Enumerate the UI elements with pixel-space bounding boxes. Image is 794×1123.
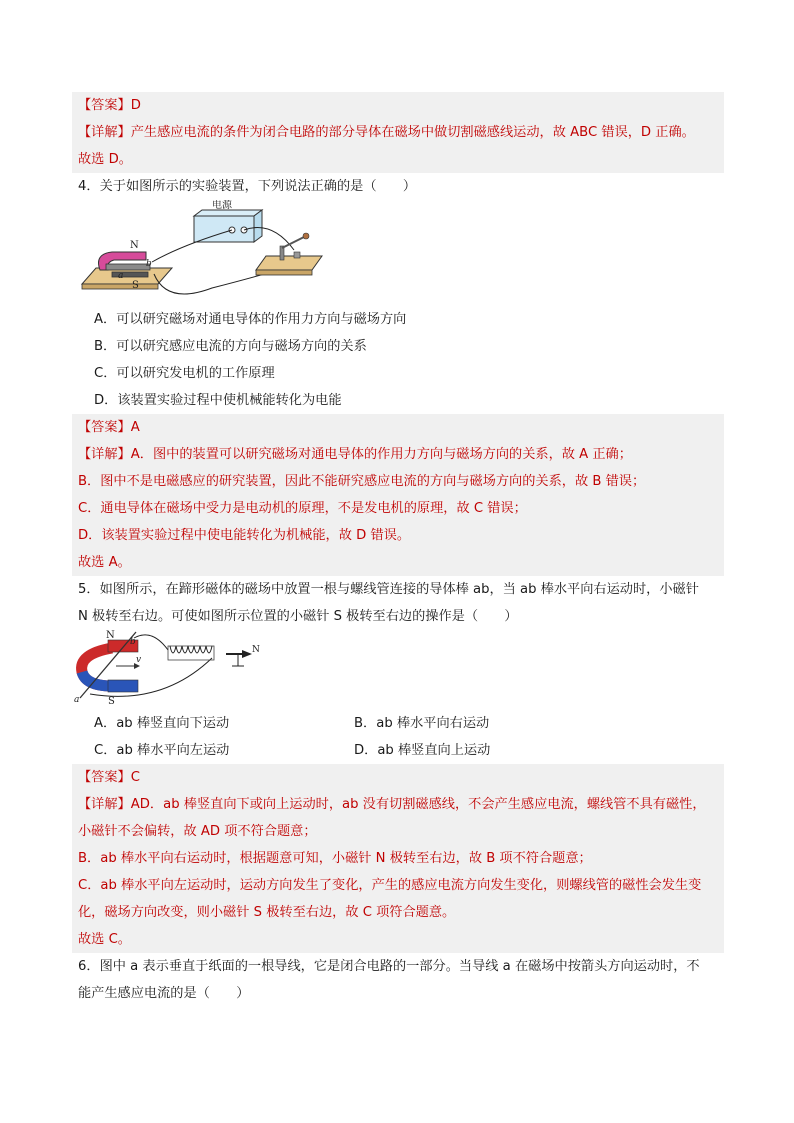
detail-line: B．ab 棒水平向右运动时，根据题意可知，小磁针 N 极转至右边，故 B 项不符合题意； (78, 851, 592, 866)
q5-figure (72, 630, 724, 706)
detail-line: 故选 C。 (78, 932, 131, 947)
q4-option-a: A．可以研究磁场对通电导体的作用力方向与磁场方向 (94, 312, 407, 327)
detail-line: D．该装置实验过程中使电能转化为机械能，故 D 错误。 (78, 528, 411, 543)
detail-line: C．通电导体在磁场中受力是电动机的原理，不是发电机的原理，故 C 错误； (78, 501, 527, 516)
rod-b-label: b (130, 637, 136, 647)
magnet-s-label: S (108, 696, 115, 706)
q4-option-b: B．可以研究感应电流的方向与磁场方向的关系 (94, 339, 367, 354)
answer-block-q3 (72, 92, 724, 173)
q4-apparatus-illustration (72, 200, 332, 300)
detail-line: 故选 D。 (78, 152, 132, 167)
rod-a-label: a (118, 271, 124, 281)
q4-option-c: C．可以研究发电机的工作原理 (94, 366, 275, 381)
answer-label: 【答案】C (78, 770, 140, 785)
detail-line: 【详解】AD．ab 棒竖直向下或向上运动时，ab 没有切割磁感线，不会产生感应电流，螺线管不具有磁性， (78, 797, 706, 812)
question-5-stem-line-1: 5．如图所示，在蹄形磁体的磁场中放置一根与螺线管连接的导体棒 ab，当 ab 棒水平向右运动时，小磁针 (78, 582, 699, 597)
page (72, 92, 724, 1007)
magnet-n-label: N (106, 630, 115, 641)
detail-line: 故选 A。 (78, 555, 131, 570)
q5-options-row-1 (72, 710, 724, 737)
detail-line: B．图中不是电磁感应的研究装置，因此不能研究感应电流的方向与磁场方向的关系，故 B 错误； (78, 474, 646, 489)
question-6-stem-line-2: 能产生感应电流的是（ ） (78, 986, 250, 1001)
q5-option-d: D．ab 棒竖直向上运动 (354, 743, 491, 758)
q5-option-b: B．ab 棒水平向右运动 (354, 716, 490, 731)
power-label: 电源 (212, 200, 232, 211)
detail-line: 小磁针不会偏转，故 AD 项不符合题意； (78, 824, 317, 839)
needle-n-label: N (252, 645, 260, 655)
answer-label: 【答案】D (78, 98, 141, 113)
rod-b-label: b (146, 259, 152, 269)
detail-line: 【详解】A．图中的装置可以研究磁场对通电导体的作用力方向与磁场方向的关系，故 A 正确； (78, 447, 632, 462)
detail-line: C．ab 棒水平向左运动时，运动方向发生了变化，产生的感应电流方向发生变化，则螺线管的磁性会发生变 (78, 878, 702, 893)
q4-option-d: D．该装置实验过程中使机械能转化为电能 (94, 393, 342, 408)
q5-option-c: C．ab 棒水平向左运动 (94, 743, 230, 758)
velocity-label: v (136, 655, 142, 665)
answer-block-q5 (72, 764, 724, 953)
detail-line: 【详解】产生感应电流的条件为闭合电路的部分导体在磁场中做切割磁感线运动，故 ABC 错误，D 正确。 (78, 125, 695, 140)
question-5-stem-line-2: N 极转至右边。可使如图所示位置的小磁针 S 极转至右边的操作是（ ） (78, 609, 518, 624)
detail-line: 化，磁场方向改变，则小磁针 S 极转至右边，故 C 项符合题意。 (78, 905, 456, 920)
q5-option-a: A．ab 棒竖直向下运动 (94, 716, 230, 731)
magnet-n-label: N (130, 240, 139, 251)
q5-options-row-2 (72, 737, 724, 764)
magnet-s-label: S (132, 280, 139, 291)
question-4-stem: 4．关于如图所示的实验装置，下列说法正确的是（ ） (78, 179, 417, 194)
answer-block-q4 (72, 414, 724, 576)
rod-a-label: a (74, 695, 80, 705)
q4-figure (72, 200, 724, 300)
q5-magnet-solenoid-illustration (72, 630, 312, 706)
question-6-stem-line-1: 6．图中 a 表示垂直于纸面的一根导线，它是闭合电路的一部分。当导线 a 在磁场中按箭头方向运动时，不 (78, 959, 700, 974)
answer-label: 【答案】A (78, 420, 140, 435)
